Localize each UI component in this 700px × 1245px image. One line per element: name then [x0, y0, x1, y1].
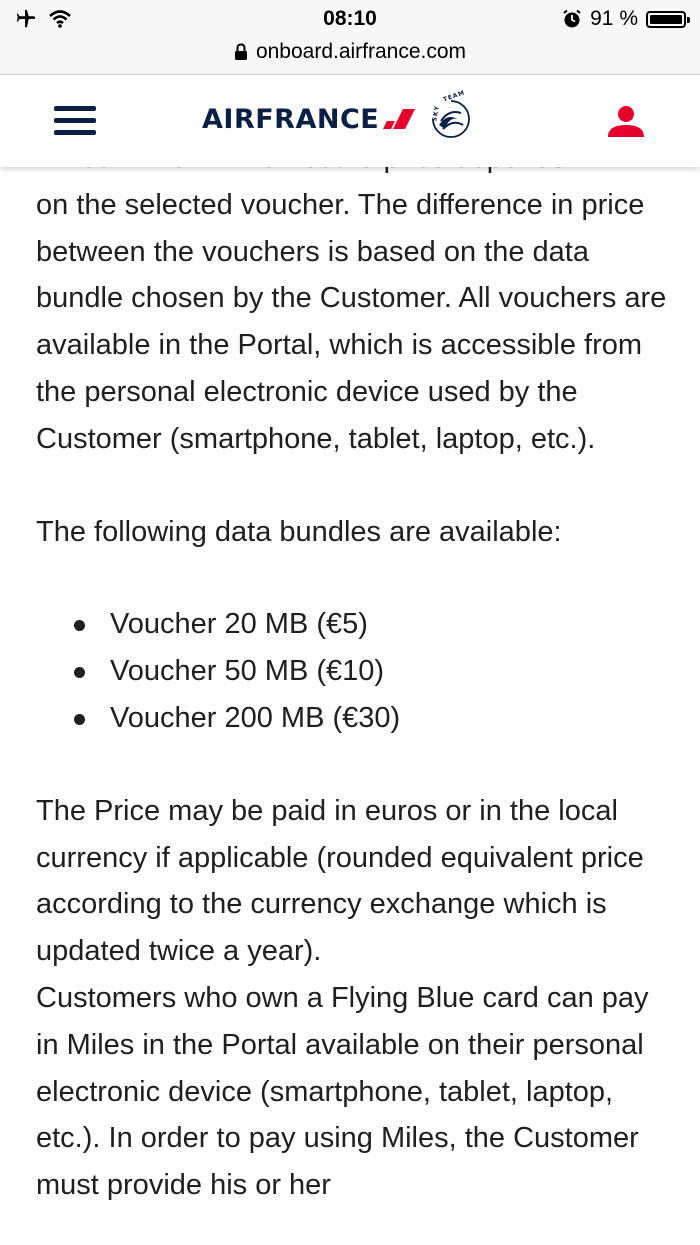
bullet-dot — [74, 667, 85, 678]
spacer — [36, 463, 676, 509]
address-bar[interactable] — [0, 38, 700, 75]
voucher-list — [36, 601, 676, 741]
bullet-dot — [74, 620, 85, 631]
logo-text: AIRFRANCE — [202, 103, 380, 135]
terms-content — [36, 150, 676, 1209]
list-item — [36, 648, 676, 695]
logo-red-slash-icon — [381, 106, 417, 132]
status-time: 08:10 — [323, 7, 377, 30]
lock-icon — [234, 43, 248, 61]
hamburger-menu-icon[interactable] — [54, 106, 96, 136]
voucher-label: Voucher 200 MB (€30) — [110, 701, 401, 734]
list-item — [36, 601, 676, 648]
url-text[interactable]: onboard.airfrance.com — [255, 40, 467, 63]
bundles-intro: The following data bundles are available: — [36, 515, 562, 548]
user-account-icon[interactable] — [606, 104, 646, 140]
svg-text:SKY: SKY — [431, 104, 442, 122]
alarm-icon — [562, 9, 582, 29]
site-header — [0, 75, 700, 167]
battery-level — [650, 15, 682, 24]
price-paragraph: on the selected voucher. The difference in price between the vouchers is based on the data bundle chosen by the Customer. All vouchers are available in the Portal, which is accessible from the personal electronic device used by the Customer (smartphone, tablet, laptop, etc.). — [36, 188, 667, 455]
address-bar-inner — [234, 40, 466, 64]
airfrance-logo[interactable] — [202, 89, 479, 149]
status-bar — [0, 0, 700, 38]
status-right-icons — [562, 7, 686, 31]
battery-icon — [646, 11, 686, 28]
skyteam-logo-icon — [423, 89, 479, 149]
bullet-dot — [74, 714, 85, 725]
currency-paragraph: The Price may be paid in euros or in the local currency if applicable (rounded equivalent price according to the currency exchange which is updated twice a year). — [36, 794, 644, 968]
miles-paragraph: Customers who own a Flying Blue card can pay in Miles in the Portal available on their personal electronic device (smartphone, tablet, laptop, etc.). In order to pay using Miles, the Customer must provide his or her — [36, 981, 649, 1202]
svg-text:TEAM: TEAM — [442, 89, 467, 104]
spacer — [36, 742, 676, 788]
voucher-label: Voucher 20 MB (€5) — [110, 608, 368, 641]
list-item — [36, 695, 676, 742]
spacer — [36, 555, 676, 601]
battery-nub — [687, 17, 690, 23]
voucher-label: Voucher 50 MB (€10) — [110, 655, 385, 688]
battery-percent: 91 % — [590, 7, 638, 30]
